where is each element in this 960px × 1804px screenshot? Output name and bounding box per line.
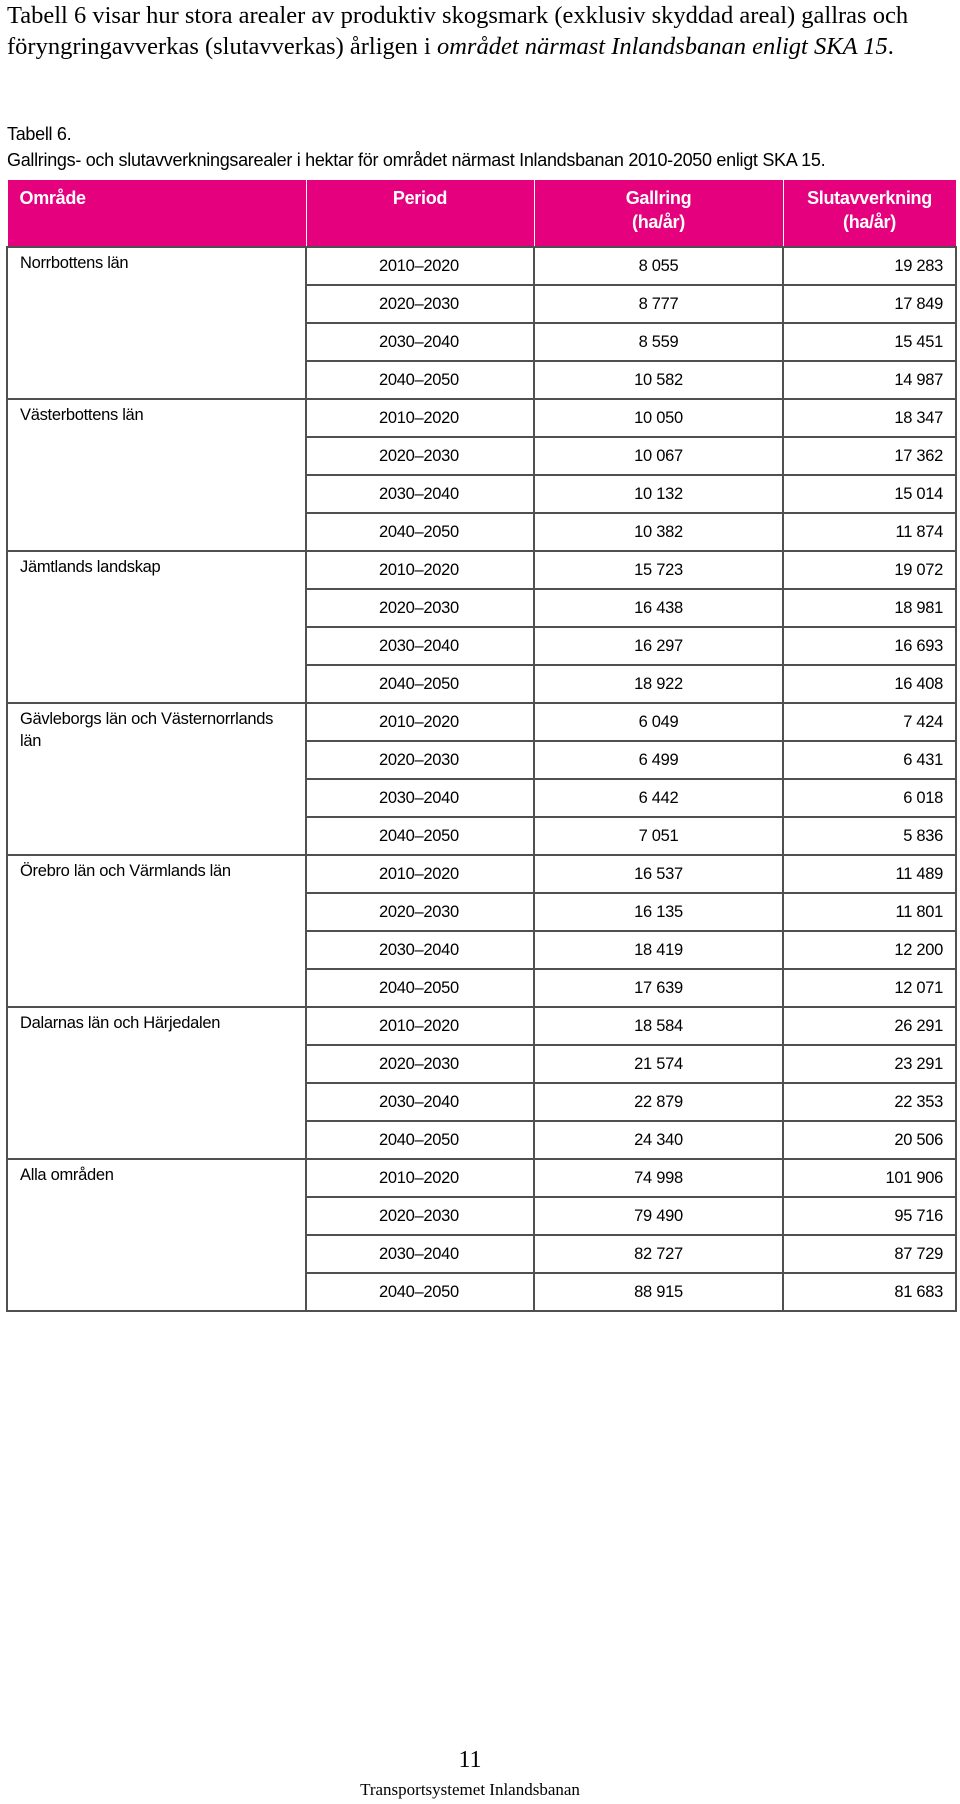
period-cell: 2020–2030 bbox=[306, 285, 534, 323]
slutavverkning-cell: 11 874 bbox=[783, 513, 956, 551]
area-cell: Gävleborgs län och Västernorrlands län bbox=[7, 703, 306, 855]
gallring-cell: 74 998 bbox=[534, 1159, 783, 1197]
slutavverkning-cell: 17 849 bbox=[783, 285, 956, 323]
period-cell: 2030–2040 bbox=[306, 475, 534, 513]
gallring-cell: 10 382 bbox=[534, 513, 783, 551]
gallring-cell: 10 050 bbox=[534, 399, 783, 437]
period-cell: 2010–2020 bbox=[306, 399, 534, 437]
gallring-cell: 16 135 bbox=[534, 893, 783, 931]
gallring-cell: 6 442 bbox=[534, 779, 783, 817]
slutavverkning-cell: 23 291 bbox=[783, 1045, 956, 1083]
slutavverkning-cell: 11 801 bbox=[783, 893, 956, 931]
table-row bbox=[7, 399, 956, 437]
header-area: Område bbox=[7, 180, 306, 247]
header-slutavverkning-unit: (ha/år) bbox=[843, 212, 896, 232]
table-caption bbox=[7, 121, 953, 173]
slutavverkning-cell: 14 987 bbox=[783, 361, 956, 399]
table-row bbox=[7, 551, 956, 589]
slutavverkning-cell: 6 018 bbox=[783, 779, 956, 817]
gallring-cell: 82 727 bbox=[534, 1235, 783, 1273]
period-cell: 2040–2050 bbox=[306, 1273, 534, 1311]
slutavverkning-cell: 16 693 bbox=[783, 627, 956, 665]
slutavverkning-cell: 20 506 bbox=[783, 1121, 956, 1159]
slutavverkning-cell: 101 906 bbox=[783, 1159, 956, 1197]
gallring-cell: 16 297 bbox=[534, 627, 783, 665]
harvest-table bbox=[6, 180, 957, 1312]
period-cell: 2020–2030 bbox=[306, 1197, 534, 1235]
gallring-cell: 18 419 bbox=[534, 931, 783, 969]
slutavverkning-cell: 16 408 bbox=[783, 665, 956, 703]
period-cell: 2040–2050 bbox=[306, 513, 534, 551]
period-cell: 2010–2020 bbox=[306, 703, 534, 741]
slutavverkning-cell: 26 291 bbox=[783, 1007, 956, 1045]
slutavverkning-cell: 81 683 bbox=[783, 1273, 956, 1311]
period-cell: 2040–2050 bbox=[306, 665, 534, 703]
period-cell: 2030–2040 bbox=[306, 627, 534, 665]
slutavverkning-cell: 5 836 bbox=[783, 817, 956, 855]
gallring-cell: 16 537 bbox=[534, 855, 783, 893]
slutavverkning-cell: 19 072 bbox=[783, 551, 956, 589]
gallring-cell: 88 915 bbox=[534, 1273, 783, 1311]
slutavverkning-cell: 6 431 bbox=[783, 741, 956, 779]
slutavverkning-cell: 11 489 bbox=[783, 855, 956, 893]
intro-text: Tabell 6 visar hur stora arealer av produktiv skogsmark (exklusiv skyddad areal) gallras och föryngringavverkas (slutavverkas) årligen i bbox=[7, 2, 909, 60]
period-cell: 2010–2020 bbox=[306, 1159, 534, 1197]
area-cell: Jämtlands landskap bbox=[7, 551, 306, 703]
slutavverkning-cell: 22 353 bbox=[783, 1083, 956, 1121]
period-cell: 2040–2050 bbox=[306, 969, 534, 1007]
period-cell: 2030–2040 bbox=[306, 323, 534, 361]
period-cell: 2030–2040 bbox=[306, 1235, 534, 1273]
gallring-cell: 6 049 bbox=[534, 703, 783, 741]
table-row bbox=[7, 247, 956, 285]
table-row bbox=[7, 1159, 956, 1197]
slutavverkning-cell: 12 071 bbox=[783, 969, 956, 1007]
intro-italic-text: området närmast Inlandsbanan enligt SKA 15 bbox=[436, 33, 888, 60]
area-cell: Örebro län och Värmlands län bbox=[7, 855, 306, 1007]
slutavverkning-cell: 17 362 bbox=[783, 437, 956, 475]
table-header-row bbox=[7, 180, 956, 247]
area-cell: Västerbottens län bbox=[7, 399, 306, 551]
area-cell: Dalarnas län och Härjedalen bbox=[7, 1007, 306, 1159]
gallring-cell: 21 574 bbox=[534, 1045, 783, 1083]
table-row bbox=[7, 1007, 956, 1045]
gallring-cell: 10 582 bbox=[534, 361, 783, 399]
period-cell: 2010–2020 bbox=[306, 855, 534, 893]
period-cell: 2020–2030 bbox=[306, 437, 534, 475]
period-cell: 2040–2050 bbox=[306, 1121, 534, 1159]
period-cell: 2020–2030 bbox=[306, 1045, 534, 1083]
slutavverkning-cell: 95 716 bbox=[783, 1197, 956, 1235]
area-cell: Norrbottens län bbox=[7, 247, 306, 399]
slutavverkning-cell: 12 200 bbox=[783, 931, 956, 969]
header-gallring-unit: (ha/år) bbox=[632, 212, 685, 232]
gallring-cell: 8 559 bbox=[534, 323, 783, 361]
period-cell: 2040–2050 bbox=[306, 361, 534, 399]
gallring-cell: 8 777 bbox=[534, 285, 783, 323]
table-caption-label: Tabell 6. bbox=[7, 124, 72, 144]
gallring-cell: 18 584 bbox=[534, 1007, 783, 1045]
period-cell: 2020–2030 bbox=[306, 893, 534, 931]
gallring-cell: 6 499 bbox=[534, 741, 783, 779]
slutavverkning-cell: 15 014 bbox=[783, 475, 956, 513]
table-caption-text: Gallrings- och slutavverkningsarealer i hektar för området närmast Inlandsbanan 2010-2050 enligt SKA 15. bbox=[7, 150, 826, 170]
gallring-cell: 17 639 bbox=[534, 969, 783, 1007]
gallring-cell: 10 067 bbox=[534, 437, 783, 475]
header-gallring: Gallring (ha/år) bbox=[534, 180, 783, 247]
table-row bbox=[7, 855, 956, 893]
header-slutavverkning: Slutavverkning (ha/år) bbox=[783, 180, 956, 247]
period-cell: 2030–2040 bbox=[306, 1083, 534, 1121]
period-cell: 2020–2030 bbox=[306, 589, 534, 627]
slutavverkning-cell: 18 347 bbox=[783, 399, 956, 437]
slutavverkning-cell: 87 729 bbox=[783, 1235, 956, 1273]
table-row bbox=[7, 703, 956, 741]
period-cell: 2040–2050 bbox=[306, 817, 534, 855]
header-period: Period bbox=[306, 180, 534, 247]
period-cell: 2010–2020 bbox=[306, 551, 534, 589]
gallring-cell: 15 723 bbox=[534, 551, 783, 589]
gallring-cell: 22 879 bbox=[534, 1083, 783, 1121]
gallring-cell: 7 051 bbox=[534, 817, 783, 855]
period-cell: 2020–2030 bbox=[306, 741, 534, 779]
table-body bbox=[7, 247, 956, 1311]
slutavverkning-cell: 15 451 bbox=[783, 323, 956, 361]
gallring-cell: 10 132 bbox=[534, 475, 783, 513]
intro-paragraph bbox=[7, 0, 953, 62]
gallring-cell: 8 055 bbox=[534, 247, 783, 285]
gallring-cell: 24 340 bbox=[534, 1121, 783, 1159]
page-number: 11 bbox=[458, 1747, 482, 1773]
area-cell: Alla områden bbox=[7, 1159, 306, 1311]
gallring-cell: 79 490 bbox=[534, 1197, 783, 1235]
footer-title: Transportsystemet Inlandsbanan bbox=[360, 1780, 580, 1799]
period-cell: 2030–2040 bbox=[306, 931, 534, 969]
slutavverkning-cell: 19 283 bbox=[783, 247, 956, 285]
slutavverkning-cell: 7 424 bbox=[783, 703, 956, 741]
gallring-cell: 16 438 bbox=[534, 589, 783, 627]
period-cell: 2010–2020 bbox=[306, 247, 534, 285]
period-cell: 2010–2020 bbox=[306, 1007, 534, 1045]
slutavverkning-cell: 18 981 bbox=[783, 589, 956, 627]
gallring-cell: 18 922 bbox=[534, 665, 783, 703]
intro-text-end: . bbox=[887, 33, 894, 60]
period-cell: 2030–2040 bbox=[306, 779, 534, 817]
